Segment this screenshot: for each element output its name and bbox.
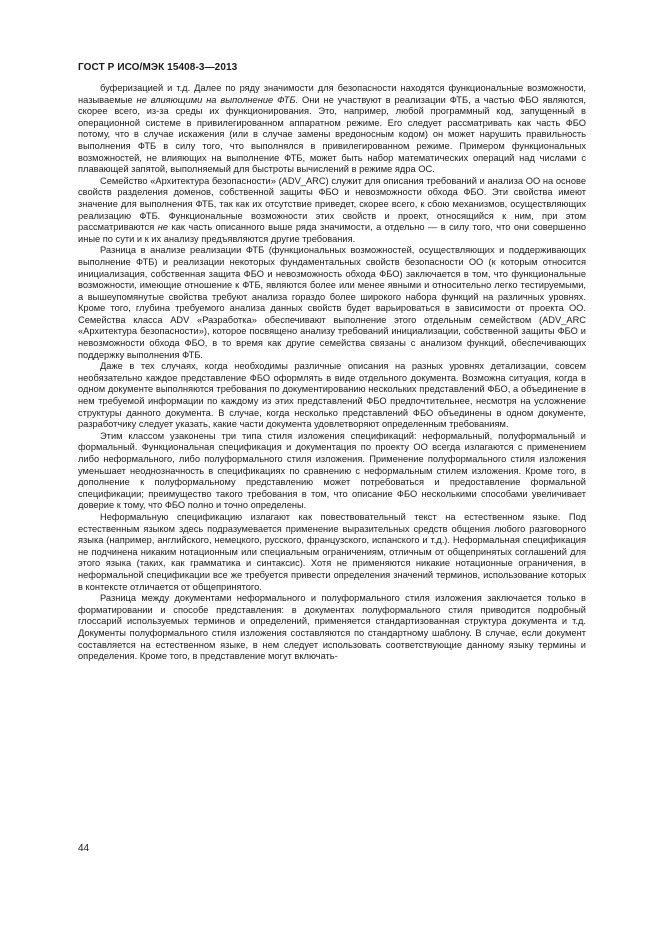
- paragraph-6: [78, 512, 586, 593]
- paragraph-7: [78, 593, 586, 663]
- paragraph-text: Разница между документами неформального и полуформального стиля изложения заключается только в форматировании и способе представления: в документах полуформального стиля приводится подробный глоссарий используемых терминов и определений, применяется стандартизованная структура документа и т.д. Документы полуформального стиля изложения составляются по стандартному шаблону. В случае, если документ составляется на естественном языке, в нем следует использовать соответствующие данному языку термины и определения. Кроме того, в представление могут включать-: [78, 593, 586, 662]
- italic-term: не влияющими на выполнение ФТБ.: [136, 94, 299, 105]
- paragraph-4: [78, 361, 586, 431]
- paragraph-text: Они не участвуют в реализации ФТБ, а частью ФБО являются, скорее всего, из-за среды их функционирования. Это, например, любой программный код, запущенный в операционной системе в привилегированном аппаратном режиме. Его следует рассматривать как часть ФБО потому, что в случае искажения (или в случае замены вредоносным кодом) он может нарушить правильность выполнения ФТБ в силу того, что выполнялся в привилегированном режиме. Примером функциональных возможностей, не влияющих на выполнение ФТБ, может быть набор математических операций над числами с плавающей запятой, выполняемый для быстроты вычислений в режиме ядра ОС.: [78, 94, 586, 175]
- paragraph-3: [78, 245, 586, 361]
- paragraph-text: Этим классом узаконены три типа стиля изложения спецификаций: неформальный, полуформальный и формальный. Функциональная спецификация и документация по проекту ОО всегда излагаются с применением либо неформального, либо полуформального стиля изложения. Применение полуформального стиля изложения уменьшает неоднозначность в спецификациях по сравнению с неформальным стилем изложения. Кроме того, в дополнение к полуформальному представлению может потребоваться и предоставление формальной спецификации; преимущество такого требования в том, что описание ФБО несколькими способами увеличивает доверие к тому, что ФБО полно и точно определены.: [78, 430, 586, 511]
- page-number: 44: [78, 843, 90, 854]
- paragraph-text: как часть описанного выше ряда значимости, а отдельно — в силу того, что они совершенно иные по сути и к их анализу предъявляются другие требования.: [78, 222, 586, 244]
- body-text: [78, 83, 586, 663]
- page-header-standard-title: ГОСТ Р ИСО/МЭК 15408-3—2013: [78, 62, 238, 73]
- paragraph-5: [78, 431, 586, 512]
- italic-term: не: [157, 222, 168, 233]
- paragraph-text: Даже в тех случаях, когда необходимы различные описания на разных уровнях детализации, совсем необязательно каждое представление ФБО оформлять в виде отдельного документа. Возможна ситуация, когда в одном документе выполняются требования по документированию нескольких представлений ФБО, а объединение в нем требуемой информации по каждому из этих представлений ФБО предпочтительнее, несмотря на усложнение структуры данного документа. В случае, когда несколько представлений ФБО объединены в одном документе, разработчику следует указать, какие части документа удовлетворяют определенным требованиям.: [78, 361, 586, 430]
- paragraph-text: Семейство «Архитектура безопасности» (ADV_ARC) служит для описания требований и анализа ОО на основе свойств разделения доменов, собственной защиты ФБО и невозможности обхода ФБО. Эти свойства имеют значение для выполнения ФТБ, так как их отсутствие приведет, скорее всего, к сбою механизмов, осуществляющих реализацию ФТБ. Функциональные возможности этих свойств и проект, относящийся к ним, при этом рассматриваются: [78, 175, 586, 233]
- paragraph-text: буферизацией и т.д. Далее по ряду значимости для безопасности находятся функциональные возможности, называемые: [78, 83, 586, 105]
- paragraph-2: [78, 176, 586, 246]
- paragraph-text: Разница в анализе реализации ФТБ (функциональных возможностей, осуществляющих и поддерживающих выполнение ФТБ) и реализации некоторых фундаментальных свойств безопасности ОО (к которым относится инициализация, собственная защита ФБО и невозможность обхода ФБО) заключается в том, что функциональные возможности, имеющие отношение к ФТБ, являются более или менее явными и относительно легко тестируемыми, а вышеупомянутые свойства требуют анализа гораздо более широкого набора функций на различных уровнях. Кроме того, глубина требуемого анализа данных свойств будет варьироваться в зависимости от проекта ОО. Семейства класса ADV «Разработка» обеспечивают выполнение этого отдельным семейством (ADV_ARC «Архитектура безопасности»), которое посвящено анализу требований инициализации, собственной защиты ФБО и невозможности обхода ФБО, в то время как другие семейства связаны с анализом функций, обеспечивающих поддержку выполнения ФТБ.: [78, 245, 586, 360]
- paragraph-1: [78, 83, 586, 176]
- paragraph-text: Неформальную спецификацию излагают как повествовательный текст на естественном языке. Под естественным языком здесь подразумевается применение выразительных средств общения любого разговорного языка (например, английского, немецкого, русского, французского, испанского и т.д.). Неформальная спецификация не подчинена никаким нотационным или специальным ограничениям, отличным от общепринятых соглашений для этого языка (таких, как грамматика и синтаксис). Хотя не применяются никакие нотационные ограничения, в неформальной спецификации все же требуется привести определения значений терминов, использование которых в контексте отличается от общепринятого.: [78, 511, 586, 592]
